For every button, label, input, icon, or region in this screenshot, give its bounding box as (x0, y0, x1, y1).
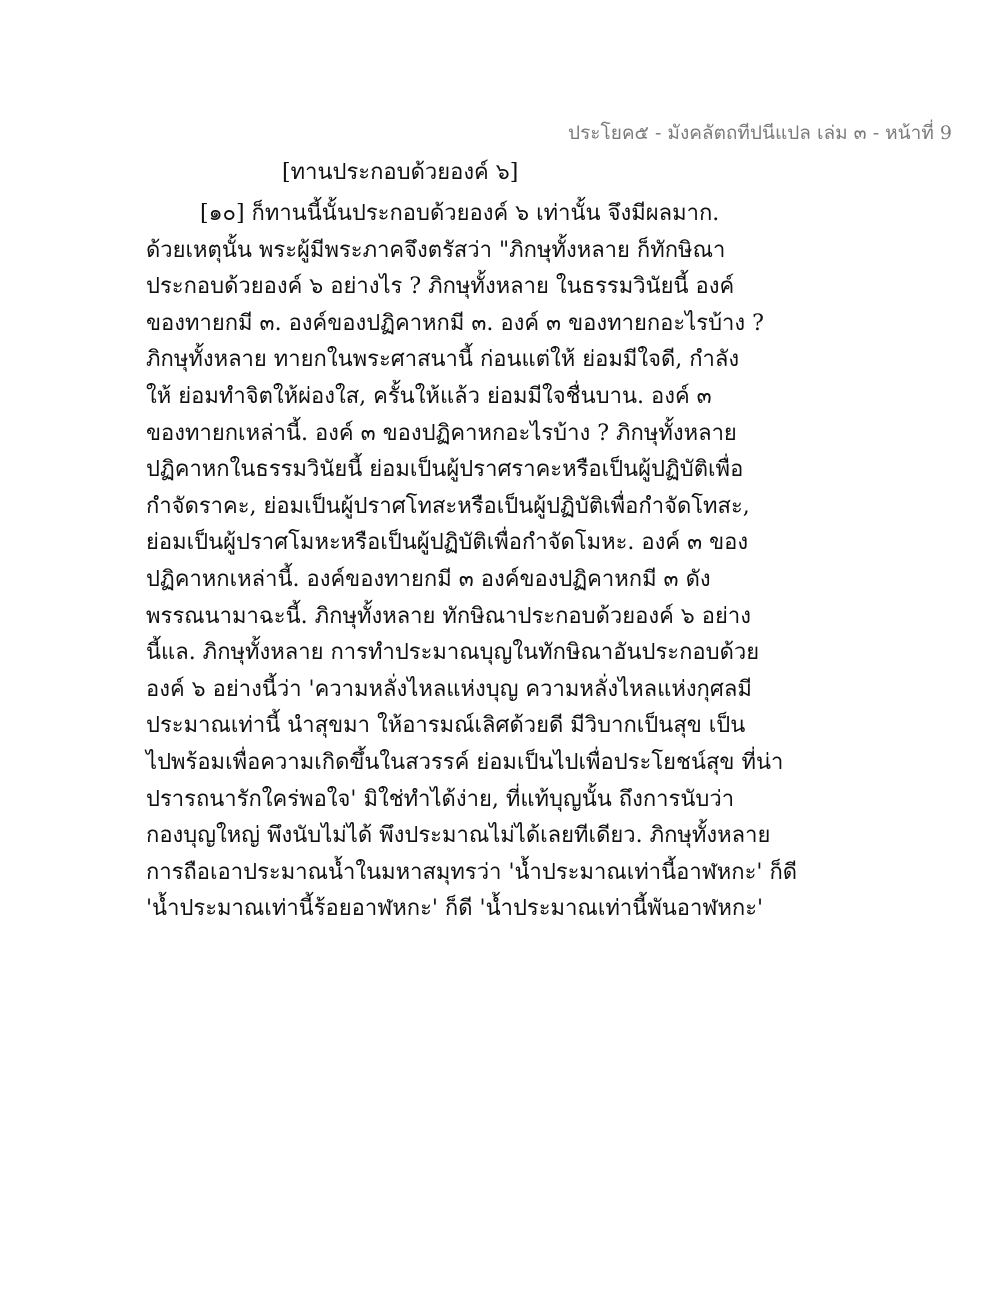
paragraph-line: ภิกษุทั้งหลาย ทายกในพระศาสนานี้ ก่อนแต่ให้ ย่อมมีใจดี, กำลัง (146, 347, 740, 373)
section-heading: [ทานประกอบด้วยองค์ ๖] (282, 160, 519, 185)
paragraph-line: ประกอบด้วยองค์ ๖ อย่างไร ? ภิกษุทั้งหลาย ในธรรมวินัยนี้ องค์ (146, 274, 735, 300)
paragraph-line: ด้วยเหตุนั้น พระผู้มีพระภาคจึงตรัสว่า "ภิกษุทั้งหลาย ก็ทักษิณา (146, 237, 726, 263)
paragraph-line: ของทายกมี ๓. องค์ของปฏิคาหกมี ๓. องค์ ๓ ของทายกอะไรบ้าง ? (146, 310, 764, 336)
paragraph-line: พรรณนามาฉะนี้. ภิกษุทั้งหลาย ทักษิณาประกอบด้วยองค์ ๖ อย่าง (146, 603, 751, 629)
paragraph-line: ปฏิคาหกในธรรมวินัยนี้ ย่อมเป็นผู้ปราศราคะหรือเป็นผู้ปฏิบัติเพื่อ (146, 457, 744, 483)
paragraph-line: นี้แล. ภิกษุทั้งหลาย การทำประมาณบุญในทักษิณาอันประกอบด้วย (146, 640, 760, 666)
paragraph-line: ประมาณเท่านี้ นำสุขมา ให้อารมณ์เลิศด้วยดี มีวิบากเป็นสุข เป็น (146, 713, 746, 739)
body-text (146, 196, 866, 928)
paragraph-line: ปฏิคาหกเหล่านี้. องค์ของทายกมี ๓ องค์ของปฏิคาหกมี ๓ ดัง (146, 566, 711, 592)
paragraph-line: องค์ ๖ อย่างนี้ว่า 'ความหลั่งไหลแห่งบุญ ความหลั่งไหลแห่งกุศลมี (146, 676, 752, 702)
paragraph-line: ให้ ย่อมทำจิตให้ผ่องใส, ครั้นให้แล้ว ย่อมมีใจชื่นบาน. องค์ ๓ (146, 383, 712, 409)
paragraph-line: ปรารถนารักใคร่พอใจ' มิใช่ทำได้ง่าย, ที่แท้บุญนั้น ถึงการนับว่า (146, 786, 735, 812)
running-header: ประโยค๕ - มังคลัตถทีปนีแปล เล่ม ๓ - หน้าที่ 9 (568, 122, 952, 144)
paragraph-line: 'น้ำประมาณเท่านี้ร้อยอาฬหกะ' ก็ดี 'น้ำประมาณเท่านี้พันอาฬหกะ' (146, 896, 764, 922)
paragraph-line: ย่อมเป็นผู้ปราศโมหะหรือเป็นผู้ปฏิบัติเพื่อกำจัดโมหะ. องค์ ๓ ของ (146, 530, 749, 556)
paragraph-line: ไปพร้อมเพื่อความเกิดขึ้นในสวรรค์ ย่อมเป็นไปเพื่อประโยชน์สุข ที่น่า (146, 749, 784, 775)
paragraph-line: กองบุญใหญ่ พึงนับไม่ได้ พึงประมาณไม่ได้เลยทีเดียว. ภิกษุทั้งหลาย (146, 823, 771, 849)
paragraph-line: กำจัดราคะ, ย่อมเป็นผู้ปราศโทสะหรือเป็นผู้ปฏิบัติเพื่อกำจัดโทสะ, (146, 493, 750, 519)
paragraph-line: [๑๐] ก็ทานนี้นั้นประกอบด้วยองค์ ๖ เท่านั้น จึงมีผลมาก. (200, 201, 720, 226)
paragraph-line: การถือเอาประมาณน้ำในมหาสมุทรว่า 'น้ำประมาณเท่านี้อาฬหกะ' ก็ดี (146, 859, 798, 885)
paragraph-line: ของทายกเหล่านี้. องค์ ๓ ของปฏิคาหกอะไรบ้าง ? ภิกษุทั้งหลาย (146, 420, 737, 446)
